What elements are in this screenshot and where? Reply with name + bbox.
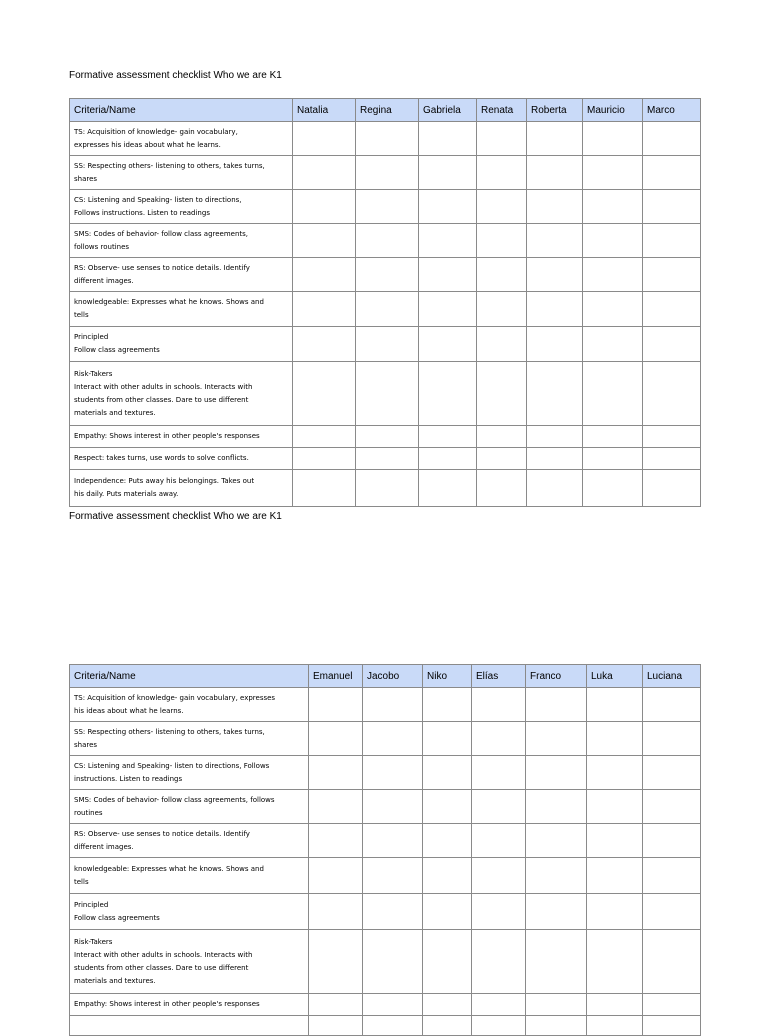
check-cell[interactable] (526, 688, 587, 722)
criterion-row (70, 327, 701, 362)
criterion-row (70, 224, 701, 258)
check-cell[interactable] (526, 790, 587, 824)
criterion-text-line: Independence: Puts away his belongings. Takes out (74, 477, 255, 485)
criterion-text-line: materials and textures. (74, 976, 156, 985)
check-cell[interactable] (587, 994, 643, 1016)
check-cell[interactable] (583, 122, 643, 156)
criterion-cell (70, 258, 293, 292)
criterion-cell (70, 994, 309, 1016)
check-cell[interactable] (643, 362, 701, 426)
check-cell[interactable] (643, 327, 701, 362)
criterion-cell (70, 824, 309, 858)
check-cell[interactable] (472, 858, 526, 894)
check-cell[interactable] (527, 122, 583, 156)
student-name-header: Regina (356, 99, 419, 122)
check-cell[interactable] (356, 122, 419, 156)
check-cell[interactable] (477, 190, 527, 224)
check-cell[interactable] (423, 894, 472, 930)
criterion-row (70, 426, 701, 448)
check-cell[interactable] (643, 448, 701, 470)
check-cell[interactable] (526, 722, 587, 756)
check-cell[interactable] (587, 756, 643, 790)
check-cell[interactable] (477, 448, 527, 470)
criterion-cell (70, 1016, 309, 1036)
check-cell[interactable] (419, 426, 477, 448)
student-name-header: Jacobo (363, 665, 423, 688)
check-cell[interactable] (472, 688, 526, 722)
criterion-text-line: his daily. Puts materials away. (74, 490, 179, 498)
criterion-cell (70, 426, 293, 448)
criterion-cell (70, 790, 309, 824)
criterion-text-line: CS: Listening and Speaking- listen to directions, (74, 195, 242, 204)
check-cell[interactable] (472, 930, 526, 994)
criterion-cell (70, 930, 309, 994)
check-cell[interactable] (363, 824, 423, 858)
check-cell[interactable] (583, 156, 643, 190)
check-cell[interactable] (423, 858, 472, 894)
check-cell[interactable] (293, 122, 356, 156)
check-cell[interactable] (356, 224, 419, 258)
check-cell[interactable] (419, 224, 477, 258)
criterion-text-line: Principled (74, 900, 109, 909)
criterion-text-line: Risk-Takers (74, 369, 113, 378)
check-cell[interactable] (477, 122, 527, 156)
criterion-text-line: Risk-Takers (74, 937, 113, 946)
check-cell[interactable] (526, 1016, 587, 1036)
check-cell[interactable] (587, 858, 643, 894)
check-cell[interactable] (477, 292, 527, 327)
check-cell[interactable] (643, 1016, 701, 1036)
check-cell[interactable] (472, 994, 526, 1016)
check-cell[interactable] (309, 688, 363, 722)
check-cell[interactable] (423, 824, 472, 858)
check-cell[interactable] (477, 426, 527, 448)
check-cell[interactable] (423, 688, 472, 722)
criterion-text-line: RS: Observe- use senses to notice details. Identify (74, 263, 250, 272)
check-cell[interactable] (472, 894, 526, 930)
criterion-text-line: tells (74, 311, 89, 319)
check-cell[interactable] (643, 994, 701, 1016)
check-cell[interactable] (643, 292, 701, 327)
student-name-header: Luka (587, 665, 643, 688)
criterion-cell (70, 858, 309, 894)
check-cell[interactable] (419, 448, 477, 470)
check-cell[interactable] (363, 930, 423, 994)
criterion-row (70, 156, 701, 190)
check-cell[interactable] (583, 292, 643, 327)
criterion-row (70, 994, 701, 1016)
check-cell[interactable] (587, 722, 643, 756)
check-cell[interactable] (643, 224, 701, 258)
check-cell[interactable] (363, 790, 423, 824)
check-cell[interactable] (527, 190, 583, 224)
check-cell[interactable] (356, 156, 419, 190)
check-cell[interactable] (587, 930, 643, 994)
check-cell[interactable] (419, 362, 477, 426)
criterion-cell (70, 470, 293, 507)
check-cell[interactable] (309, 858, 363, 894)
check-cell[interactable] (527, 224, 583, 258)
check-cell[interactable] (419, 327, 477, 362)
check-cell[interactable] (309, 756, 363, 790)
check-cell[interactable] (587, 790, 643, 824)
check-cell[interactable] (526, 894, 587, 930)
criterion-text-line: SS: Respecting others- listening to others, takes turns, (74, 727, 265, 736)
check-cell[interactable] (587, 894, 643, 930)
criterion-text-line: TS: Acquisition of knowledge- gain vocabulary, expresses (74, 693, 276, 702)
check-cell[interactable] (419, 156, 477, 190)
check-cell[interactable] (423, 1016, 472, 1036)
check-cell[interactable] (472, 756, 526, 790)
check-cell[interactable] (643, 426, 701, 448)
criterion-cell (70, 448, 293, 470)
check-cell[interactable] (643, 790, 701, 824)
criterion-text-line: Interact with other adults in schools. Interacts with (74, 382, 253, 391)
criterion-text-line: students from other classes. Dare to use different (74, 395, 249, 404)
check-cell[interactable] (293, 156, 356, 190)
criterion-cell (70, 688, 309, 722)
check-cell[interactable] (309, 722, 363, 756)
student-name-header: Luciana (643, 665, 701, 688)
criterion-text-line: Empathy: Shows interest in other people's responses (74, 432, 260, 440)
check-cell[interactable] (293, 224, 356, 258)
student-name-header: Franco (526, 665, 587, 688)
check-cell[interactable] (472, 722, 526, 756)
check-cell[interactable] (293, 292, 356, 327)
check-cell[interactable] (526, 756, 587, 790)
criterion-text-line: Follows instructions. Listen to readings (74, 208, 210, 217)
check-cell[interactable] (643, 756, 701, 790)
check-cell[interactable] (363, 722, 423, 756)
criterion-text-line: tells (74, 877, 89, 886)
check-cell[interactable] (477, 327, 527, 362)
criterion-text-line: knowledgeable: Expresses what he knows. Shows and (74, 298, 264, 306)
check-cell[interactable] (293, 448, 356, 470)
criterion-text-line: different images. (74, 276, 134, 285)
criterion-text-line: expresses his ideas about what he learns. (74, 140, 221, 149)
check-cell[interactable] (527, 470, 583, 507)
criterion-row (70, 722, 701, 756)
criterion-text-line: SMS: Codes of behavior- follow class agreements, (74, 229, 249, 238)
criterion-cell (70, 756, 309, 790)
criterion-text-line: RS: Observe- use senses to notice details. Identify (74, 829, 250, 838)
check-cell[interactable] (527, 448, 583, 470)
check-cell[interactable] (423, 790, 472, 824)
criterion-text-line: CS: Listening and Speaking- listen to directions, Follows (74, 761, 270, 770)
criterion-text-line: knowledgeable: Expresses what he knows. Shows and (74, 864, 264, 873)
check-cell[interactable] (363, 858, 423, 894)
check-cell[interactable] (423, 994, 472, 1016)
check-cell[interactable] (423, 930, 472, 994)
criterion-cell (70, 190, 293, 224)
criteria-name-header: Criteria/Name (70, 99, 293, 122)
check-cell[interactable] (643, 930, 701, 994)
student-name-header: Marco (643, 99, 701, 122)
criterion-text-line: Respect: takes turns, use words to solve conflicts. (74, 454, 249, 462)
check-cell[interactable] (356, 258, 419, 292)
check-cell[interactable] (583, 224, 643, 258)
check-cell[interactable] (526, 858, 587, 894)
check-cell[interactable] (423, 756, 472, 790)
check-cell[interactable] (363, 894, 423, 930)
criterion-cell (70, 722, 309, 756)
criterion-text-line: students from other classes. Dare to use different (74, 963, 249, 972)
check-cell[interactable] (309, 994, 363, 1016)
check-cell[interactable] (643, 258, 701, 292)
criterion-row (70, 824, 701, 858)
criterion-text-line: Follow class agreements (74, 913, 160, 922)
criterion-text-line: materials and textures. (74, 408, 156, 417)
check-cell[interactable] (583, 470, 643, 507)
criterion-text-line: different images. (74, 842, 134, 851)
check-cell[interactable] (587, 688, 643, 722)
check-cell[interactable] (419, 470, 477, 507)
criterion-row (70, 362, 701, 426)
check-cell[interactable] (526, 994, 587, 1016)
criterion-row (70, 258, 701, 292)
check-cell[interactable] (293, 327, 356, 362)
check-cell[interactable] (526, 930, 587, 994)
check-cell[interactable] (356, 426, 419, 448)
criterion-text-line: Principled (74, 333, 109, 341)
check-cell[interactable] (356, 327, 419, 362)
check-cell[interactable] (583, 327, 643, 362)
check-cell[interactable] (583, 258, 643, 292)
check-cell[interactable] (309, 894, 363, 930)
checklist-table-2 (69, 664, 701, 1036)
criterion-text-line: Interact with other adults in schools. Interacts with (74, 950, 253, 959)
check-cell[interactable] (423, 722, 472, 756)
check-cell[interactable] (643, 190, 701, 224)
student-name-header: Emanuel (309, 665, 363, 688)
check-cell[interactable] (309, 790, 363, 824)
criterion-text-line: instructions. Listen to readings (74, 774, 183, 783)
criterion-cell (70, 362, 293, 426)
criterion-row (70, 756, 701, 790)
check-cell[interactable] (643, 470, 701, 507)
check-cell[interactable] (477, 224, 527, 258)
check-cell[interactable] (419, 122, 477, 156)
student-name-header: Renata (477, 99, 527, 122)
check-cell[interactable] (363, 994, 423, 1016)
criterion-text-line: his ideas about what he learns. (74, 706, 184, 715)
check-cell[interactable] (643, 858, 701, 894)
check-cell[interactable] (587, 1016, 643, 1036)
check-cell[interactable] (419, 292, 477, 327)
check-cell[interactable] (293, 190, 356, 224)
criterion-text-line: shares (74, 740, 98, 749)
check-cell[interactable] (472, 1016, 526, 1036)
student-name-header: Gabriela (419, 99, 477, 122)
criterion-cell (70, 156, 293, 190)
student-name-header: Roberta (527, 99, 583, 122)
criterion-text-line: follows routines (74, 242, 130, 251)
check-cell[interactable] (309, 1016, 363, 1036)
criterion-text-line: SS: Respecting others- listening to others, takes turns, (74, 161, 265, 170)
criterion-row (70, 858, 701, 894)
criterion-row (70, 894, 701, 930)
check-cell[interactable] (583, 448, 643, 470)
check-cell[interactable] (587, 824, 643, 858)
checklist-title-repeat: Formative assessment checklist Who we are K1 (69, 511, 282, 522)
check-cell[interactable] (293, 426, 356, 448)
check-cell[interactable] (527, 292, 583, 327)
student-name-header: Mauricio (583, 99, 643, 122)
criterion-cell (70, 327, 293, 362)
check-cell[interactable] (356, 448, 419, 470)
criterion-cell (70, 292, 293, 327)
criterion-text-line: SMS: Codes of behavior- follow class agreements, follows (74, 795, 275, 804)
check-cell[interactable] (293, 258, 356, 292)
check-cell[interactable] (419, 190, 477, 224)
check-cell[interactable] (472, 824, 526, 858)
check-cell[interactable] (363, 1016, 423, 1036)
criterion-cell (70, 224, 293, 258)
criterion-text-line: Follow class agreements (74, 346, 160, 354)
criterion-text-line: TS: Acquisition of knowledge- gain vocabulary, (74, 127, 238, 136)
criterion-row (70, 688, 701, 722)
check-cell[interactable] (477, 470, 527, 507)
criterion-row (70, 790, 701, 824)
check-cell[interactable] (527, 156, 583, 190)
check-cell[interactable] (643, 688, 701, 722)
checklist-title: Formative assessment checklist Who we are K1 (69, 70, 282, 81)
criterion-cell (70, 894, 309, 930)
check-cell[interactable] (527, 327, 583, 362)
check-cell[interactable] (356, 292, 419, 327)
check-cell[interactable] (363, 688, 423, 722)
checklist-table-1 (69, 98, 701, 507)
criterion-text-line: shares (74, 174, 98, 183)
check-cell[interactable] (643, 824, 701, 858)
criterion-text-line: routines (74, 808, 103, 817)
criterion-row (70, 448, 701, 470)
student-name-header: Elías (472, 665, 526, 688)
check-cell[interactable] (293, 362, 356, 426)
criterion-row (70, 122, 701, 156)
check-cell[interactable] (643, 156, 701, 190)
check-cell[interactable] (477, 258, 527, 292)
check-cell[interactable] (527, 258, 583, 292)
check-cell[interactable] (527, 362, 583, 426)
check-cell[interactable] (477, 156, 527, 190)
criterion-cell (70, 122, 293, 156)
criterion-row (70, 470, 701, 507)
check-cell[interactable] (583, 362, 643, 426)
check-cell[interactable] (583, 426, 643, 448)
check-cell[interactable] (309, 824, 363, 858)
criteria-name-header: Criteria/Name (70, 665, 309, 688)
check-cell[interactable] (419, 258, 477, 292)
check-cell[interactable] (356, 190, 419, 224)
check-cell[interactable] (527, 426, 583, 448)
check-cell[interactable] (477, 362, 527, 426)
student-name-header: Natalia (293, 99, 356, 122)
criterion-row (70, 930, 701, 994)
check-cell[interactable] (309, 930, 363, 994)
check-cell[interactable] (356, 362, 419, 426)
student-name-header: Niko (423, 665, 472, 688)
criterion-row (70, 190, 701, 224)
check-cell[interactable] (293, 470, 356, 507)
criterion-row (70, 1016, 701, 1036)
check-cell[interactable] (356, 470, 419, 507)
criterion-row (70, 292, 701, 327)
check-cell[interactable] (472, 790, 526, 824)
check-cell[interactable] (526, 824, 587, 858)
check-cell[interactable] (643, 122, 701, 156)
criterion-text-line: Empathy: Shows interest in other people's responses (74, 1000, 260, 1008)
check-cell[interactable] (643, 722, 701, 756)
check-cell[interactable] (643, 894, 701, 930)
check-cell[interactable] (583, 190, 643, 224)
check-cell[interactable] (363, 756, 423, 790)
